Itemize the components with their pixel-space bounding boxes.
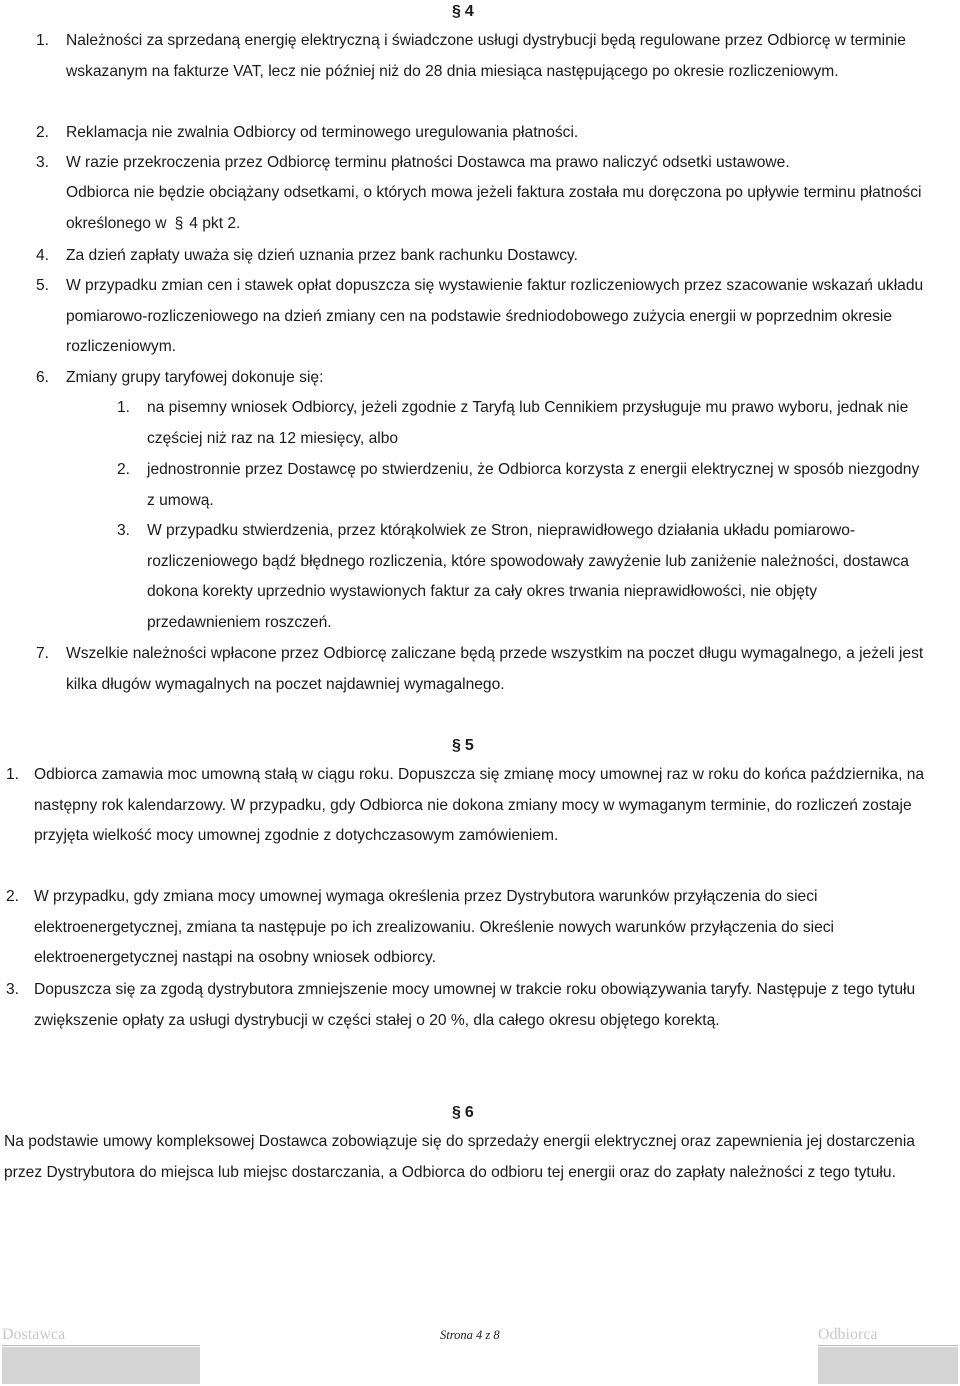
item-number: 3. <box>36 154 50 171</box>
section-number: 5 <box>464 737 474 754</box>
item-number: 2. <box>6 888 20 905</box>
section-heading-6 <box>452 1103 474 1123</box>
item-number: 5. <box>36 277 50 294</box>
item-number: 4. <box>36 247 50 264</box>
subitem-number: 2. <box>117 461 131 478</box>
paragraph-text: Odbiorca nie będzie obciążany odsetkami, o których mowa jeżeli faktura została mu doręczona po upływie terminu płatności określonego w <box>66 184 922 232</box>
subitem-number: 1. <box>117 399 131 416</box>
section-heading-4 <box>452 2 474 22</box>
paragraph-4-3: W razie przekroczenia przez Odbiorcę terminu płatności Dostawca ma prawo naliczyć odsetki ustawowe. <box>66 154 790 171</box>
section-number: 4 <box>464 3 474 20</box>
footer-left-label: Dostawca <box>2 1326 66 1343</box>
paragraph-5-1: Odbiorca zamawia moc umowną stałą w ciągu roku. Dopuszcza się zmianę mocy umownej raz w roku do końca października, na następny rok kalendarzowy. W przypadku, gdy Odbiorca nie dokona zmiany mocy w wymaganym terminie, do rozliczeń zostaje przyjęta wielkość mocy umownej zgodnie z dotychczasowym zamówieniem. <box>34 766 925 845</box>
section-symbol: § <box>452 1104 461 1121</box>
paragraph-4-7: Wszelkie należności wpłacone przez Odbiorcę zaliczane będą przede wszystkim na poczet długu wymagalnego, a jeżeli jest kilka długów wymagalnych na poczet najdawniej wymagalnego. <box>66 645 924 693</box>
item-number: 3. <box>6 981 20 998</box>
item-number: 1. <box>36 32 50 49</box>
signature-box-right <box>818 1347 958 1384</box>
section-number: 6 <box>464 1104 474 1121</box>
subitem-number: 3. <box>117 522 131 539</box>
section-symbol: § <box>452 3 461 20</box>
paragraph-6: Na podstawie umowy kompleksowej Dostawca zobowiązuje się do sprzedaży energii elektrycznej oraz zapewnienia jej dostarczenia przez Dystrybutora do miejsca lub miejsc dostarczania, a Odbiorca do odbioru tej energii oraz do zapłaty należności z tego tytułu. <box>4 1133 915 1181</box>
page-number: Strona 4 z 8 <box>440 1328 500 1342</box>
signature-box-left <box>2 1347 200 1384</box>
paragraph-4-6-3: W przypadku stwierdzenia, przez którąkolwiek ze Stron, nieprawidłowego działania układu pomiarowo-rozliczeniowego bądź błędnego rozliczenia, które spowodowały zawyżenie lub zaniżenie należności, dostawca dokona korekty uprzednio wystawionych faktur za cały okres trwania nieprawidłowości, nie objęty przedawnieniem roszczeń. <box>147 522 909 631</box>
paragraph-4-3-cont <box>66 178 928 239</box>
section-symbol: § <box>452 737 461 754</box>
item-number: 6. <box>36 369 50 386</box>
paragraph-4-1: Należności za sprzedaną energię elektryczną i świadczone usługi dystrybucji będą regulowane przez Odbiorcę w terminie wskazanym na fakturze VAT, lecz nie później niż do 28 dnia miesiąca następującego po okresie rozliczeniowym. <box>66 32 906 80</box>
paragraph-text: 4 pkt 2. <box>189 214 241 232</box>
paragraph-5-3: Dopuszcza się za zgodą dystrybutora zmniejszenie mocy umownej w trakcie roku obowiązywania taryfy. Następuje z tego tytułu zwiększenie opłaty za usługi dystrybucji w części stałej o 20 %, dla całego okresu objętego korektą. <box>34 981 916 1029</box>
signature-line-right <box>818 1345 958 1346</box>
paragraph-4-6: Zmiany grupy taryfowej dokonuje się: <box>66 369 324 386</box>
paragraph-4-5: W przypadku zmian cen i stawek opłat dopuszcza się wystawienie faktur rozliczeniowych przez szacowanie wskazań układu pomiarowo-rozliczeniowego na dzień zmiany cen na podstawie średniodobowego zużycia energii w poprzednim okresie rozliczeniowym. <box>66 277 924 356</box>
signature-line-left <box>2 1345 200 1346</box>
paragraph-4-6-1: na pisemny wniosek Odbiorcy, jeżeli zgodnie z Taryfą lub Cennikiem przysługuje mu prawo wyboru, jednak nie częściej niż raz na 12 miesięcy, albo <box>147 399 909 447</box>
paragraph-4-2: Reklamacja nie zwalnia Odbiorcy od terminowego uregulowania płatności. <box>66 124 579 141</box>
section-ref-symbol: § <box>174 214 184 232</box>
item-number: 7. <box>36 645 50 662</box>
paragraph-4-4: Za dzień zapłaty uważa się dzień uznania przez bank rachunku Dostawcy. <box>66 247 578 264</box>
item-number: 2. <box>36 124 50 141</box>
section-heading-5 <box>452 736 474 756</box>
footer-right-label: Odbiorca <box>818 1326 878 1343</box>
paragraph-4-6-2: jednostronnie przez Dostawcę po stwierdzeniu, że Odbiorca korzysta z energii elektrycznej w sposób niezgodny z umową. <box>147 461 920 509</box>
paragraph-5-2: W przypadku, gdy zmiana mocy umownej wymaga określenia przez Dystrybutora warunków przyłączenia do sieci elektroenergetycznej, zmiana ta następuje po ich zrealizowaniu. Określenie nowych warunków przyłączenia do sieci elektroenergetycznej nastąpi na osobny wniosek odbiorcy. <box>34 888 835 967</box>
item-number: 1. <box>6 766 20 783</box>
